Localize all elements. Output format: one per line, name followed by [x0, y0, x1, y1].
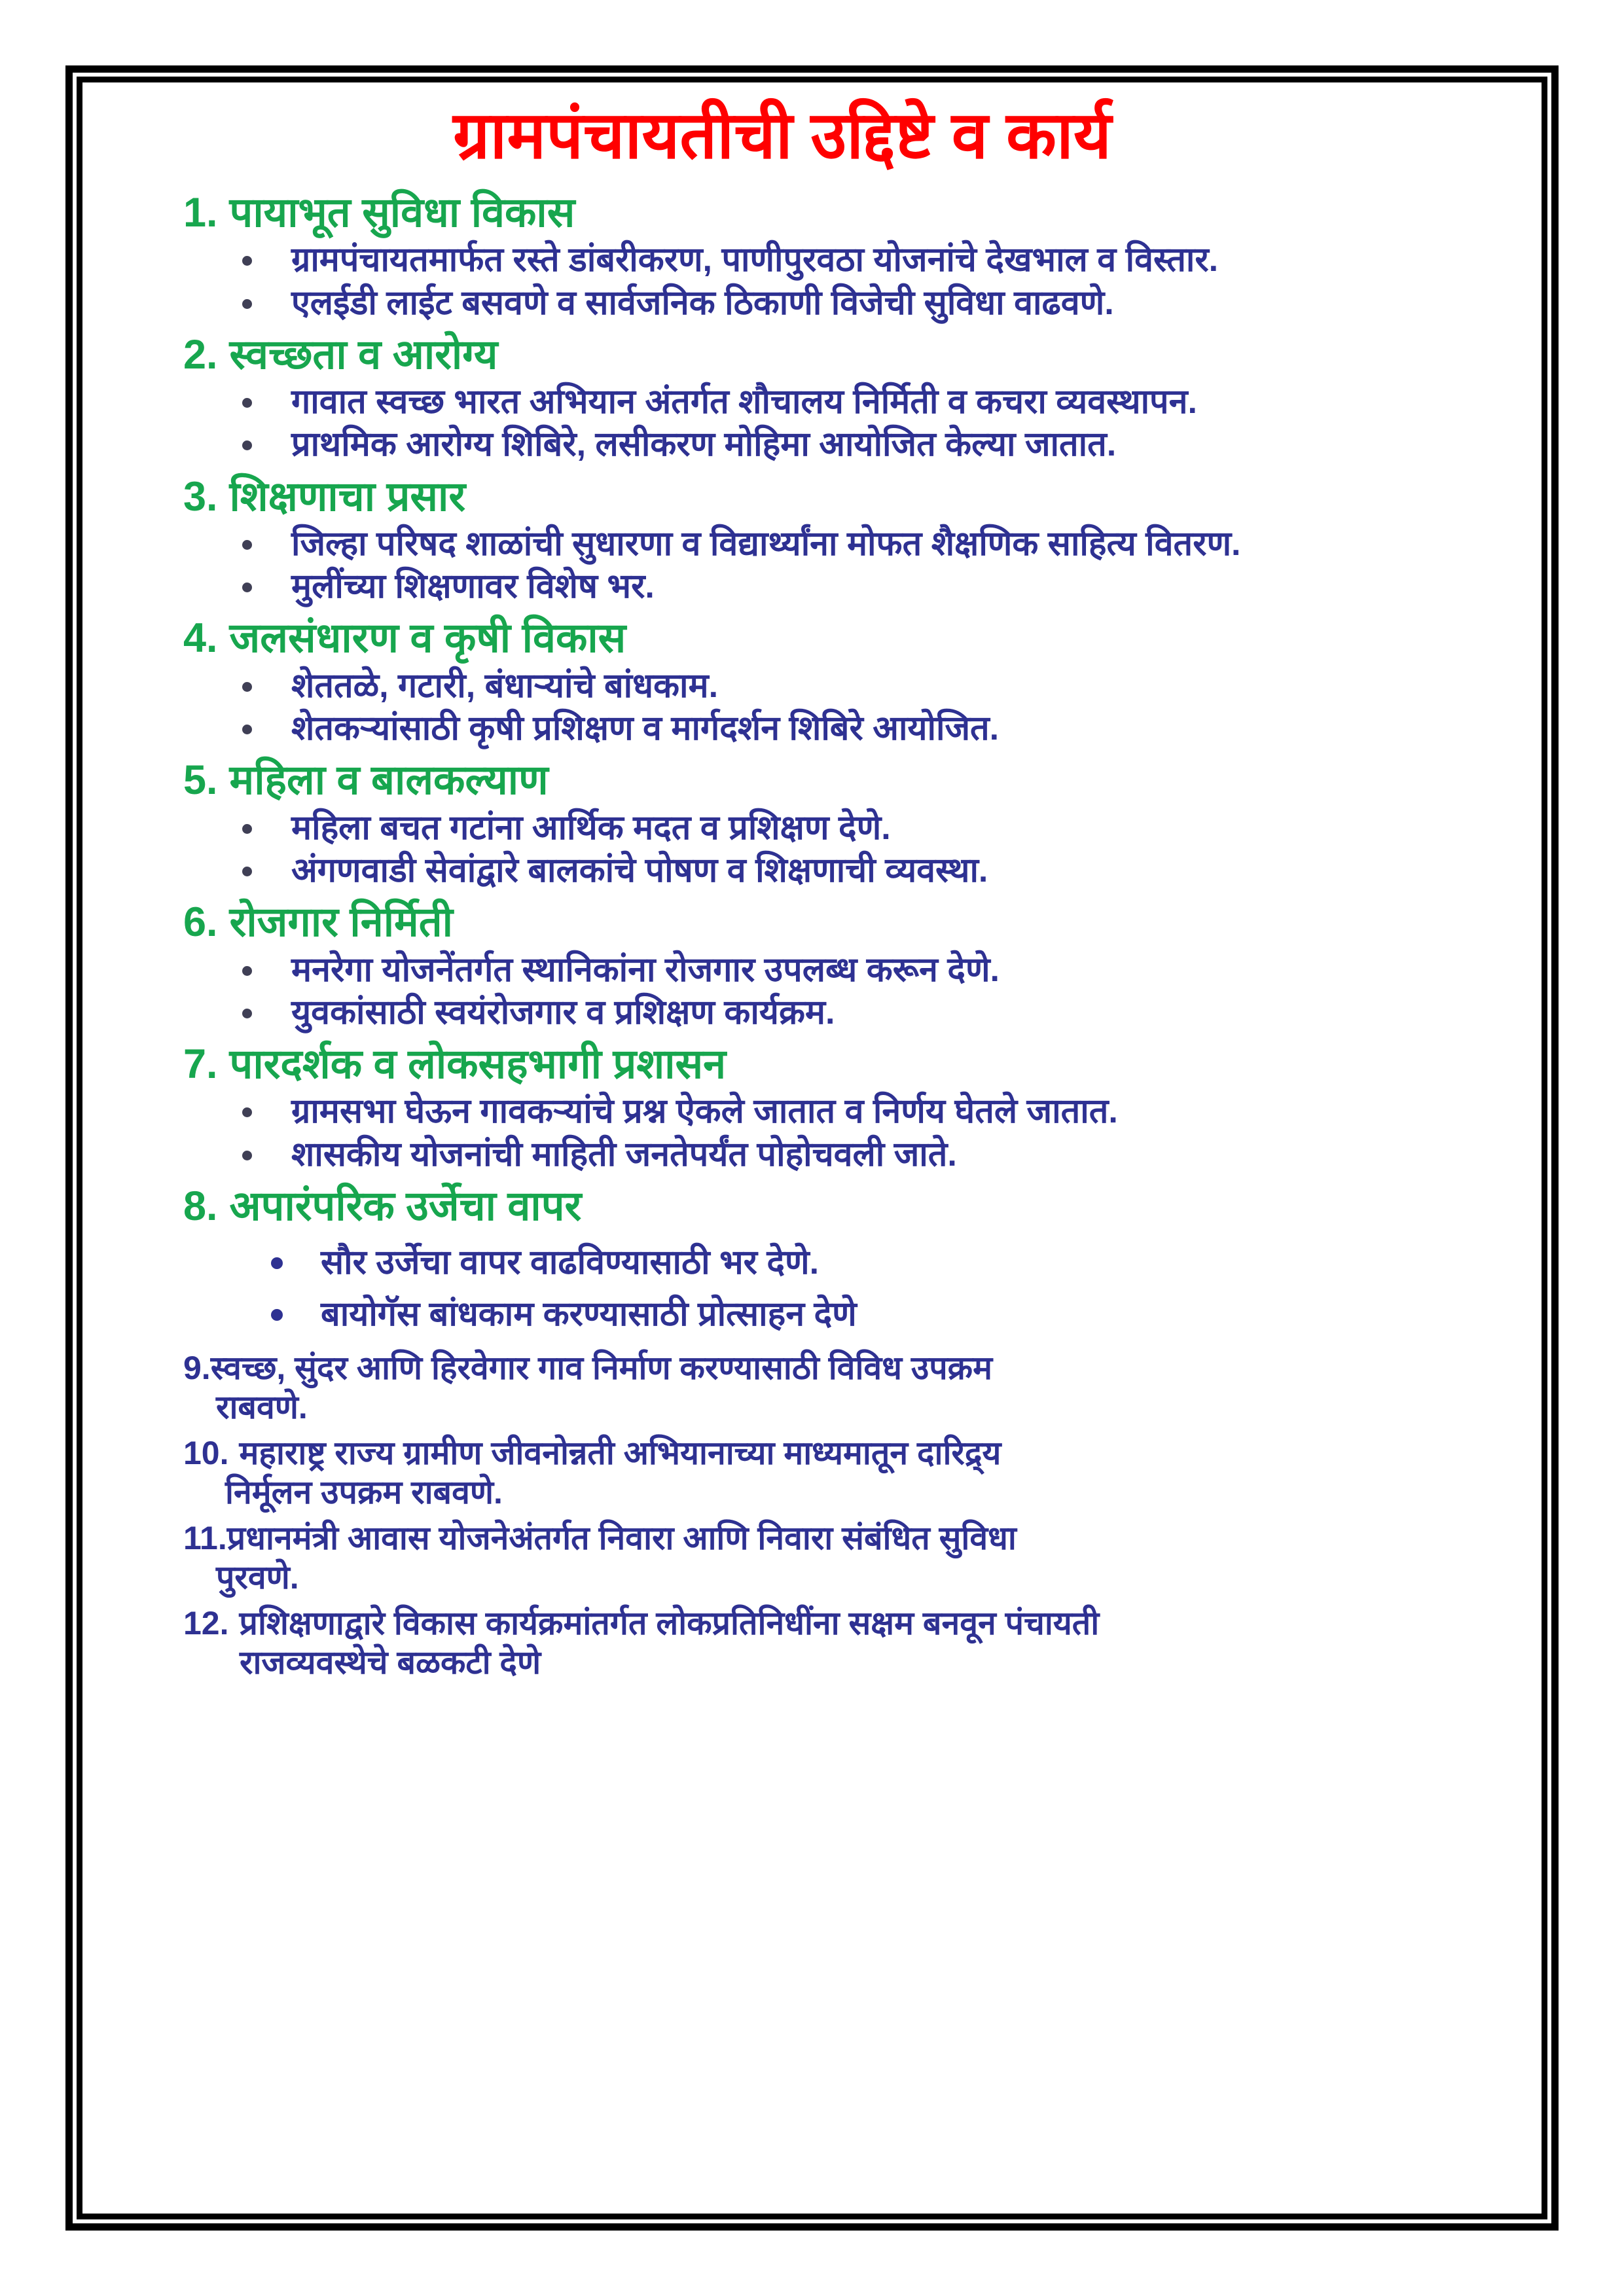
- item-number: 9.: [183, 1349, 211, 1386]
- list-item: [183, 710, 1381, 747]
- list-item: [183, 242, 1381, 279]
- bullet-text: सौर उर्जेचा वापर वाढविण्यासाठी भर देणे.: [321, 1244, 820, 1282]
- section-heading-text: पारदर्शक व लोकसहभागी प्रशासन: [229, 1041, 727, 1087]
- numbered-item-12: [183, 1604, 1381, 1682]
- bullet-text: महिला बचत गटांना आर्थिक मदत व प्रशिक्षण देणे.: [291, 808, 891, 847]
- page-title: ग्रामपंचायतीची उद्दिष्टे व कार्य: [453, 99, 1111, 172]
- section-number: 5.: [183, 757, 218, 804]
- section-6: [183, 899, 1381, 1031]
- bullet-text: ग्रामसभा घेऊन गावकऱ्यांचे प्रश्न ऐकले जातात व निर्णय घेतले जातात.: [291, 1092, 1118, 1131]
- item-text: महाराष्ट्र राज्य ग्रामीण जीवनोन्नती अभियानाच्या माध्यमातून दारिद्र्य: [239, 1434, 1001, 1471]
- bullet-dot-icon: [242, 583, 252, 592]
- bullet-dot-icon: [242, 682, 252, 692]
- list-item: [183, 285, 1381, 322]
- item-text: स्वच्छ, सुंदर आणि हिरवेगार गाव निर्माण करण्यासाठी विविध उपक्रम: [210, 1349, 992, 1386]
- document-content: [183, 92, 1381, 1689]
- bullet-text: शासकीय योजनांची माहिती जनतेपर्यंत पोहोचवली जाते.: [291, 1135, 957, 1174]
- list-item: [183, 810, 1381, 847]
- section-heading: [183, 899, 1381, 946]
- bullet-dot-icon: [242, 398, 252, 408]
- bullet-dot-icon: [242, 966, 252, 976]
- list-item: [183, 1136, 1381, 1174]
- item-number: 12.: [183, 1604, 229, 1641]
- section-heading-text: पायाभूत सुविधा विकास: [229, 190, 575, 236]
- bullet-dot-icon: [242, 725, 252, 734]
- section-number: 8.: [183, 1183, 218, 1229]
- section-7: [183, 1041, 1381, 1174]
- section-1: [183, 189, 1381, 322]
- item-line-2: पुरवणे.: [216, 1558, 299, 1596]
- section-4: [183, 615, 1381, 747]
- section-heading-text: शिक्षणाचा प्रसार: [229, 473, 466, 520]
- bullet-text: जिल्हा परिषद शाळांची सुधारणा व विद्यार्थ्यांना मोफत शैक्षणिक साहित्य वितरण.: [291, 525, 1241, 564]
- item-line-1: [183, 1433, 1381, 1473]
- section-3: [183, 473, 1381, 606]
- section-number: 2.: [183, 331, 218, 378]
- bullet-dot-icon: [242, 1151, 252, 1160]
- section-number: 4.: [183, 615, 218, 662]
- bullet-dot-icon: [242, 824, 252, 834]
- section-5: [183, 757, 1381, 889]
- item-line-2: राबवणे.: [216, 1388, 308, 1426]
- bullet-dot-icon: [271, 1309, 283, 1321]
- section-heading: [183, 1041, 1381, 1088]
- section-heading-text: रोजगार निर्मिती: [229, 899, 453, 946]
- section-heading-text: अपारंपरिक उर्जेचा वापर: [229, 1183, 582, 1229]
- bullet-text: एलईडी लाईट बसवणे व सार्वजनिक ठिकाणी विजेची सुविधा वाढवणे.: [291, 283, 1114, 322]
- section-2: [183, 331, 1381, 464]
- bullet-text: शेततळे, गटारी, बंधाऱ्यांचे बांधकाम.: [291, 666, 719, 705]
- item-line-1: [183, 1348, 1381, 1388]
- item-text: प्रधानमंत्री आवास योजनेअंतर्गत निवारा आणि निवारा संबंधित सुविधा: [226, 1519, 1017, 1556]
- bullet-text: ग्रामपंचायतमार्फत रस्ते डांबरीकरण, पाणीपुरवठा योजनांचे देखभाल व विस्तार.: [291, 241, 1219, 279]
- section-number: 7.: [183, 1041, 218, 1087]
- section-number: 3.: [183, 473, 218, 520]
- list-item: [183, 1296, 1381, 1333]
- section-heading: [183, 1183, 1381, 1230]
- bullet-text: प्राथमिक आरोग्य शिबिरे, लसीकरण मोहिमा आयोजित केल्या जातात.: [291, 425, 1117, 464]
- section-heading: [183, 331, 1381, 378]
- section-heading-text: महिला व बालकल्याण: [229, 757, 549, 804]
- list-item: [183, 426, 1381, 463]
- item-line-1: [183, 1518, 1381, 1558]
- item-line-2: निर्मूलन उपक्रम राबवणे.: [225, 1473, 503, 1511]
- item-number: 10.: [183, 1434, 229, 1471]
- section-8: [183, 1183, 1381, 1334]
- bullet-dot-icon: [242, 540, 252, 550]
- section-heading-text: जलसंधारण व कृषी विकास: [229, 615, 626, 662]
- list-item: [183, 852, 1381, 889]
- numbered-item-11: [183, 1518, 1381, 1597]
- list-item: [183, 526, 1381, 563]
- bullet-dot-icon: [242, 299, 252, 309]
- list-item: [183, 1093, 1381, 1130]
- section-heading: [183, 473, 1381, 520]
- section-heading: [183, 757, 1381, 804]
- numbered-items: [183, 1348, 1381, 1682]
- bullet-dot-icon: [242, 867, 252, 876]
- bullet-dot-icon: [242, 440, 252, 450]
- bullet-text: मनरेगा योजनेंतर्गत स्थानिकांना रोजगार उपलब्ध करून देणे.: [291, 950, 1000, 989]
- bullet-text: मुलींच्या शिक्षणावर विशेष भर.: [291, 567, 655, 606]
- section-heading: [183, 189, 1381, 236]
- bullet-text: अंगणवाडी सेवांद्वारे बालकांचे पोषण व शिक्षणाची व्यवस्था.: [291, 851, 988, 889]
- section-heading: [183, 615, 1381, 662]
- item-text: प्रशिक्षणाद्वारे विकास कार्यक्रमांतर्गत लोकप्रतिनिधींना सक्षम बनवून पंचायती: [239, 1604, 1100, 1641]
- numbered-item-9: [183, 1348, 1381, 1427]
- item-number: 11.: [183, 1519, 227, 1556]
- list-item: [183, 668, 1381, 705]
- item-line-2: राजव्यवस्थेचे बळकटी देणे: [240, 1643, 541, 1681]
- bullet-dot-icon: [271, 1257, 283, 1269]
- bullet-dot-icon: [242, 1107, 252, 1117]
- bullet-text: युवकांसाठी स्वयंरोजगार व प्रशिक्षण कार्यक्रम.: [291, 993, 835, 1031]
- list-item: [183, 994, 1381, 1031]
- list-item: [183, 384, 1381, 421]
- list-item: [183, 952, 1381, 989]
- bullet-text: गावात स्वच्छ भारत अभियान अंतर्गत शौचालय निर्मिती व कचरा व्यवस्थापन.: [291, 383, 1197, 422]
- section-heading-text: स्वच्छता व आरोग्य: [229, 331, 498, 378]
- list-item: [183, 1244, 1381, 1282]
- section-number: 6.: [183, 899, 218, 946]
- section-number: 1.: [183, 190, 218, 236]
- bullet-dot-icon: [242, 1009, 252, 1018]
- numbered-item-10: [183, 1433, 1381, 1512]
- bullet-text: बायोगॅस बांधकाम करण्यासाठी प्रोत्साहन देणे: [321, 1295, 857, 1334]
- bullet-text: शेतकऱ्यांसाठी कृषी प्रशिक्षण व मार्गदर्शन शिबिरे आयोजित.: [291, 709, 1000, 748]
- bullet-dot-icon: [242, 256, 252, 266]
- list-item: [183, 568, 1381, 605]
- item-line-1: [183, 1604, 1381, 1643]
